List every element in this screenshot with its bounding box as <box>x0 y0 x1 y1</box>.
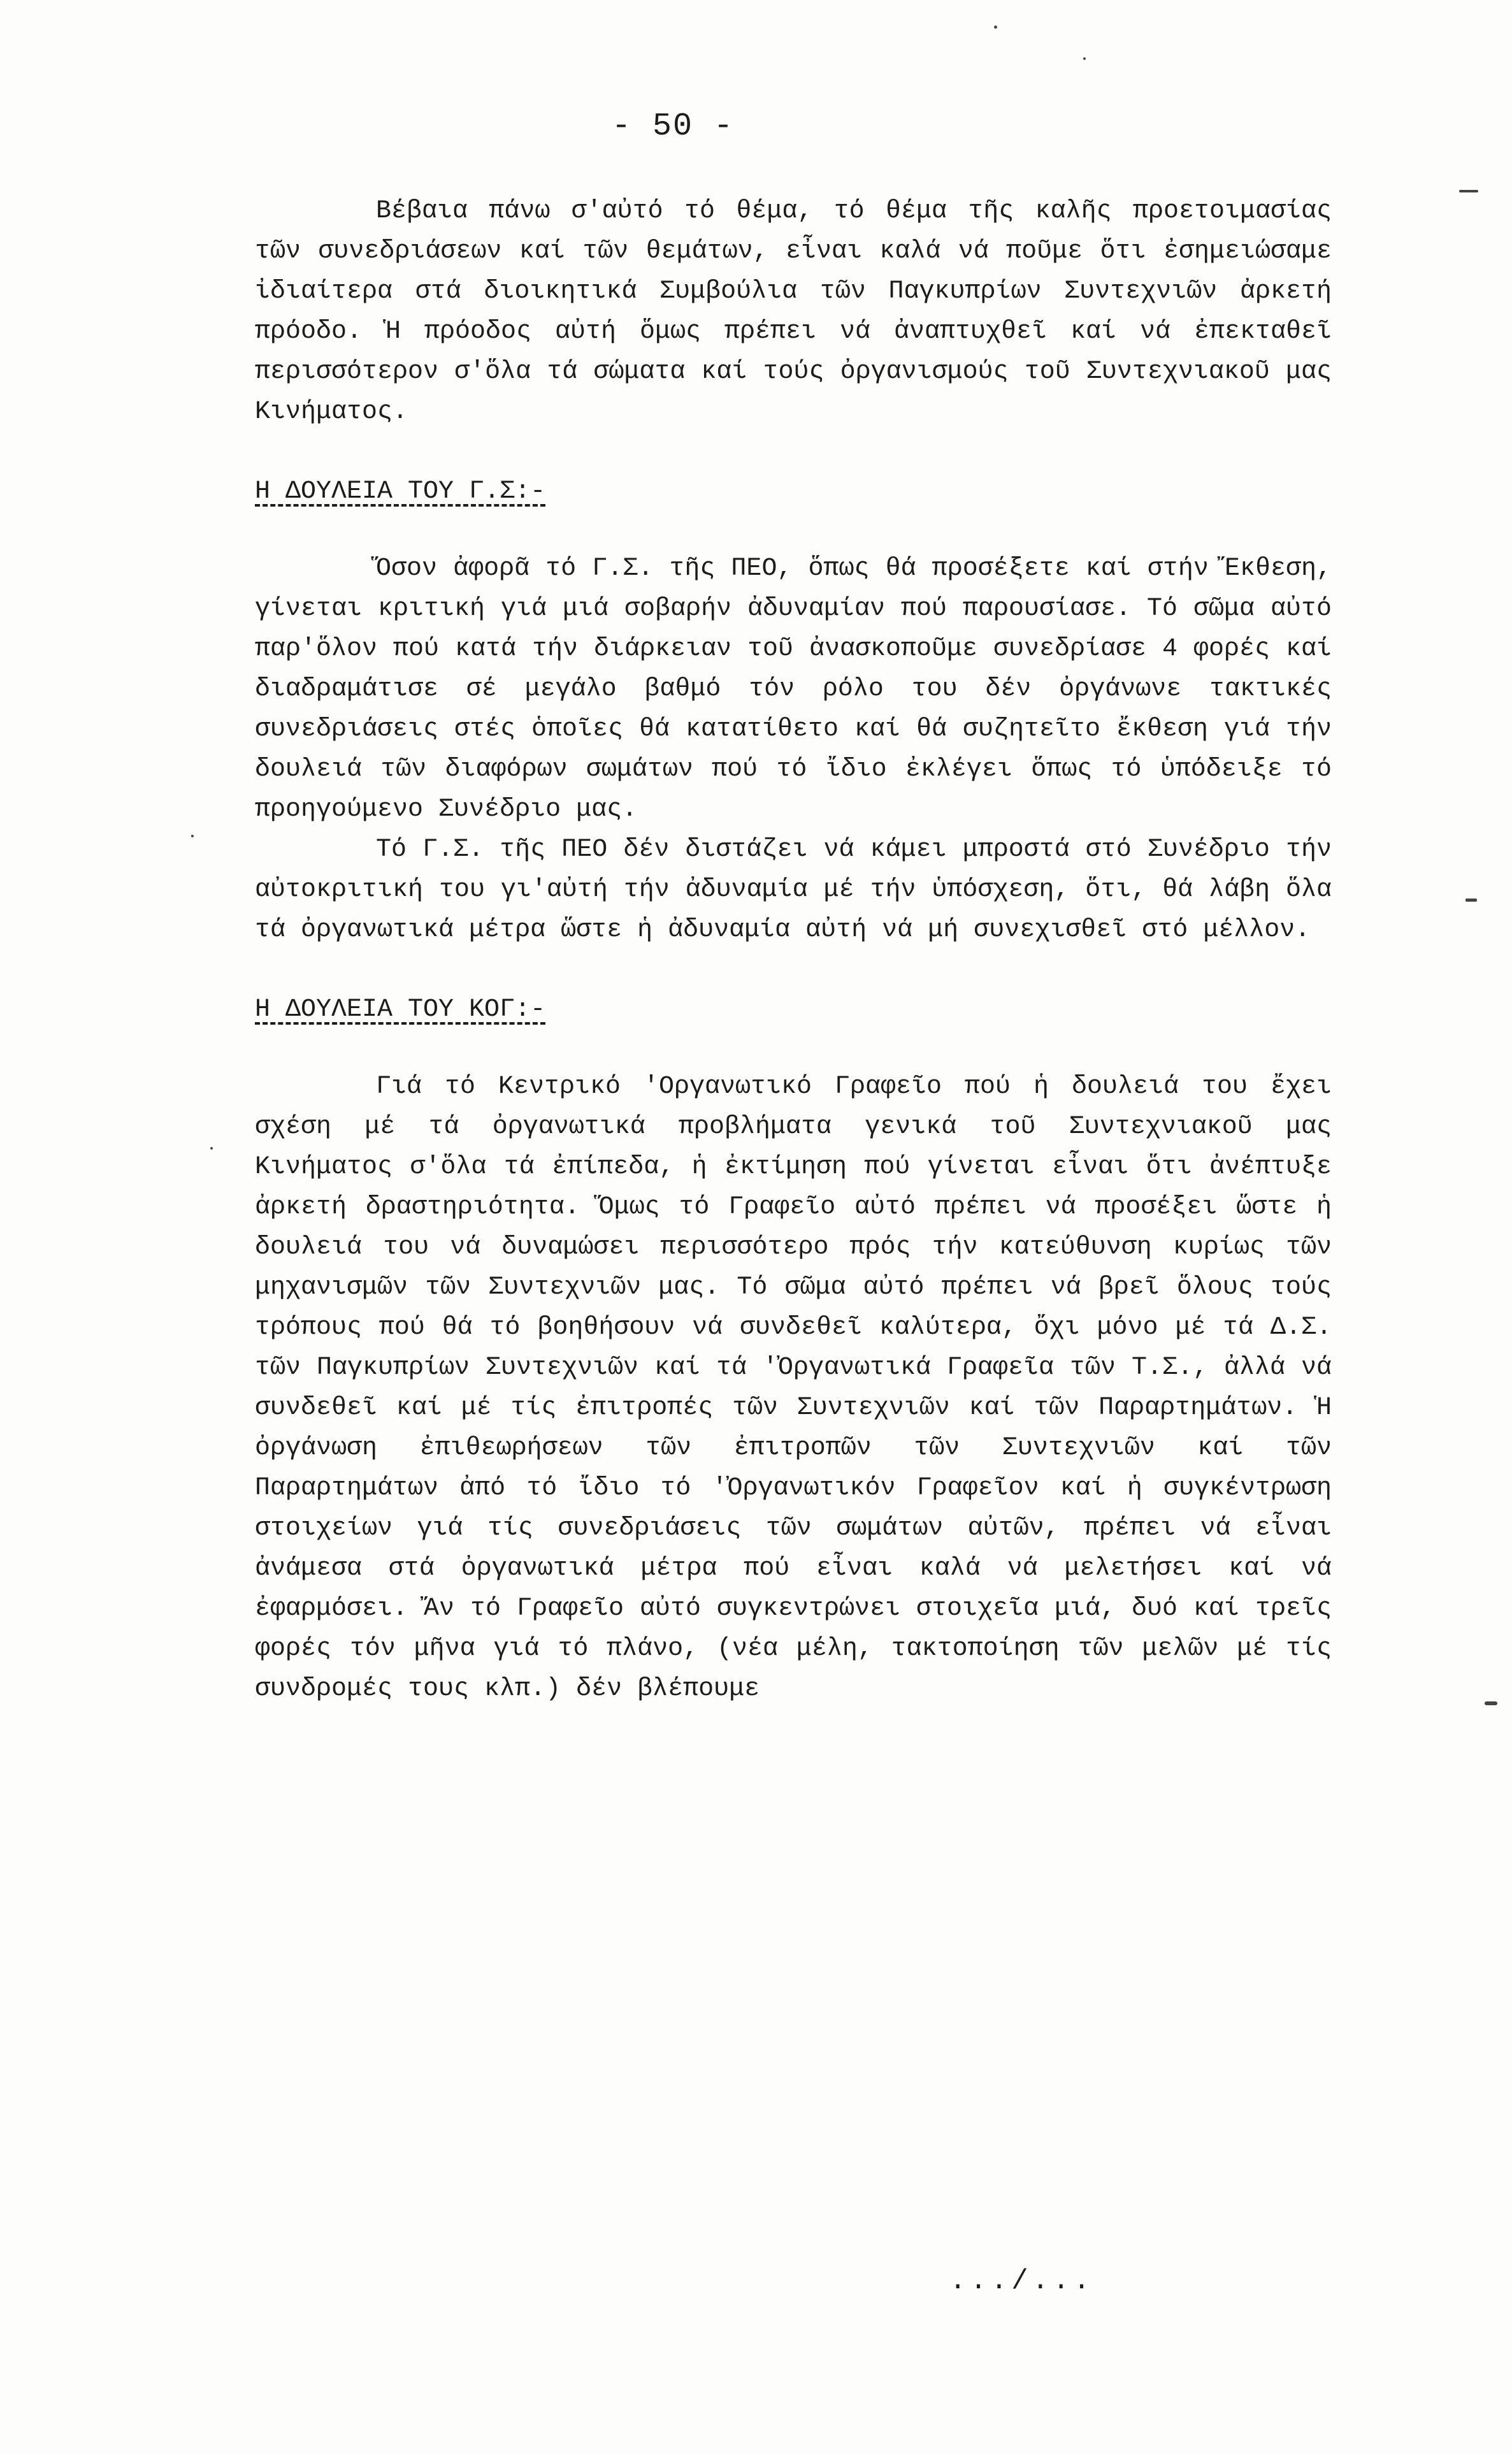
scan-speck <box>210 1147 213 1150</box>
scan-speck <box>1485 1701 1497 1705</box>
section-gs-paragraph-2: Τό Γ.Σ. τῆς ΠΕΟ δέν διστάζει νά κάμει μπροστά στό Συνέδριο τήν αὐτοκριτική του γι'αὐτή τήν ἀδυναμία μέ τήν ὑπόσχεση, ὅτι, θά λάβη ὅλα τά ὀργανωτικά μέτρα ὥστε ἡ ἀδυναμία αὐτή νά μή συνεχισθεῖ στό μέλλον. <box>255 835 1332 944</box>
scan-speck <box>1459 190 1478 192</box>
continuation-mark: .../... <box>949 2265 1094 2297</box>
scan-speck <box>1465 899 1477 902</box>
scan-speck <box>1083 57 1086 60</box>
scan-speck <box>994 25 997 29</box>
section-kog-paragraph-1: Γιά τό Κεντρικό 'Οργανωτικό Γραφεῖο πού ἡ δουλειά του ἔχει σχέση μέ τά ὀργανωτικά προβλήματα γενικά τοῦ Συντεχνιακοῦ μας Κινήματος σ'ὅλα τά ἐπίπεδα, ἡ ἐκτίμηση πού γίνεται εἶναι ὅτι ἀνέπτυξε ἀρκετή δραστηριότητα. Ὅμως τό Γραφεῖο αὐτό πρέπει νά προσέξει ὥστε ἡ δουλειά του νά δυναμώσει περισσότερο πρός τήν κατεύθυνση κυρίως τῶν μηχανισμῶν τῶν Συντεχνιῶν μας. Τό σῶμα αὐτό πρέπει νά βρεῖ ὅλους τούς τρόπους πού θά τό βοηθήσουν νά συνδεθεῖ καλύτερα, ὄχι μόνο μέ τά Δ.Σ. τῶν Παγκυπρίων Συντεχνιῶν καί τά 'Ὀργανωτικά Γραφεῖα τῶν Τ.Σ., ἀλλά νά συνδεθεῖ καί μέ τίς ἐπιτροπές τῶν Συντεχνιῶν καί τῶν Παραρτημάτων. Ἡ ὀργάνωση ἐπιθεωρήσεων τῶν ἐπιτροπῶν τῶν Συντεχνιῶν καί τῶν Παραρτημάτων ἀπό τό ἴδιο τό 'Ὀργανωτικόν Γραφεῖον καί ἡ συγκέντρωση στοιχείων γιά τίς συνεδριάσεις τῶν σωμάτων αὐτῶν, πρέπει νά εἶναι ἀνάμεσα στά ὀργανωτικά μέτρα πού εἶναι καλά νά μελετήσει καί νά ἐφαρμόσει. Ἄν τό Γραφεῖο αὐτό συγκεντρώνει στοιχεῖα μιά, δυό καί τρεῖς φορές τόν μῆνα γιά τό πλάνο, (νέα μέλη, τακτοποίηση τῶν μελῶν μέ τίς συνδρομές τους κλπ.) δέν βλέπουμε <box>255 1072 1332 1703</box>
section-heading-gs: Η ΔΟΥΛΕΙΑ ΤΟΥ Γ.Σ:- <box>255 477 546 506</box>
intro-paragraph: Βέβαια πάνω σ'αὐτό τό θέμα, τό θέμα τῆς καλῆς προετοιμασίας τῶν συνεδριάσεων καί τῶν θεμάτων, εἶναι καλά νά ποῦμε ὅτι ἐσημειώσαμε ἰδιαίτερα στά διοικητικά Συμβούλια τῶν Παγκυπρίων Συντεχνιῶν ἀρκετή πρόοδο. Ἡ πρόοδος αὐτή ὅμως πρέπει νά ἀναπτυχθεῖ καί νά ἐπεκταθεῖ περισσότερον σ'ὅλα τά σώματα καί τούς ὀργανισμούς τοῦ Συντεχνιακοῦ μας Κινήματος. <box>255 197 1332 426</box>
page-number: - 50 - <box>612 108 735 145</box>
document-body <box>255 191 1332 1709</box>
section-gs-paragraph-1: Ὅσον ἀφορᾶ τό Γ.Σ. τῆς ΠΕΟ, ὅπως θά προσέξετε καί στήν Ἔκθεση, γίνεται κριτική γιά μιά σοβαρήν ἀδυναμίαν πού παρουσίασε. Τό σῶμα αὐτό παρ'ὅλον πού κατά τήν διάρκειαν τοῦ ἀνασκοποῦμε συνεδρίασε 4 φορές καί διαδραμάτισε σέ μεγάλο βαθμό τόν ρόλο του δέν ὀργάνωνε τακτικές συνεδριάσεις στές ὁποῖες θά κατατίθετο καί θά συζητεῖτο ἔκθεση γιά τήν δουλειά τῶν διαφόρων σωμάτων πού τό ἴδιο ἐκλέγει ὅπως τό ὑπόδειξε τό προηγούμενο Συνέδριο μας. <box>255 554 1332 824</box>
scan-speck <box>191 835 194 837</box>
section-heading-kog: Η ΔΟΥΛΕΙΑ ΤΟΥ ΚΟΓ:- <box>255 995 546 1024</box>
